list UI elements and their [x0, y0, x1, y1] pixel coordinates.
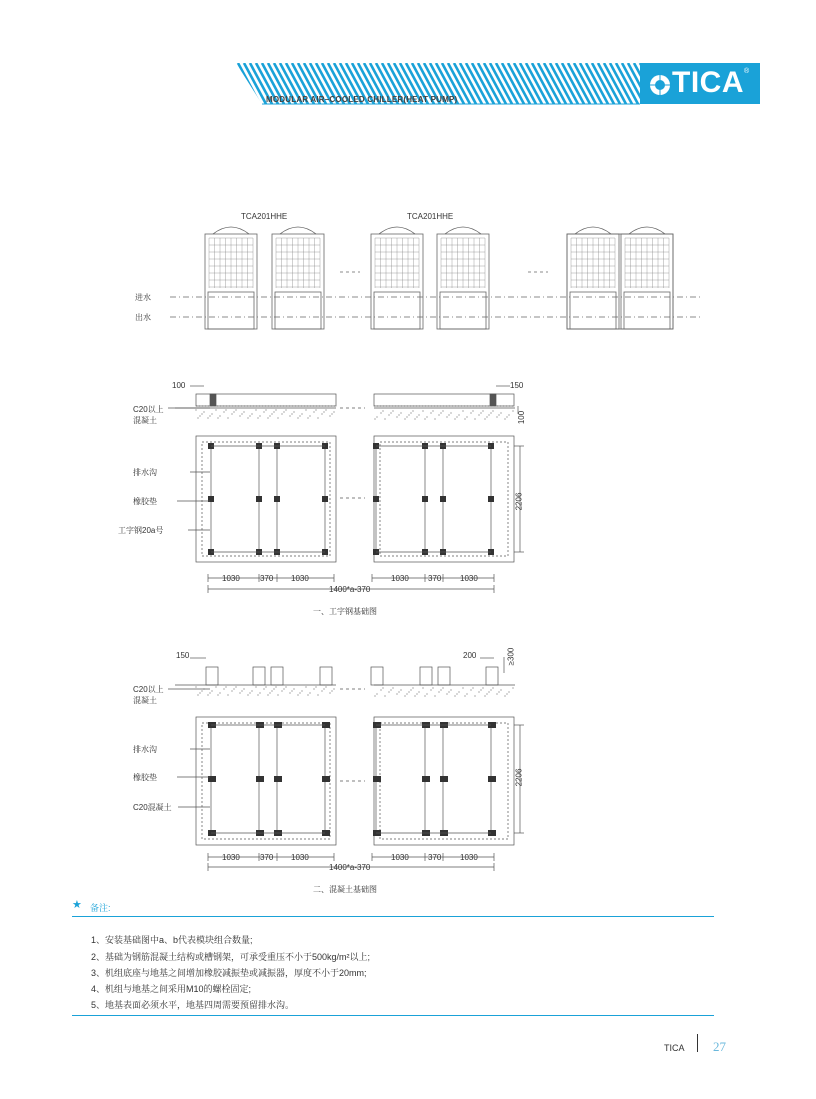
note-item: 4、机组与地基之间采用M10的螺栓固定; [91, 984, 252, 994]
dim-total: 1400*a-370 [329, 585, 371, 594]
dim-left-3: 1030 [291, 574, 309, 583]
dim-side: 100 [517, 410, 527, 425]
steel-beam-label: 工字钢20a号 [118, 526, 164, 535]
drain-label: 排水沟 [133, 468, 157, 477]
concrete-label: C20以上 混凝土 [133, 405, 164, 425]
page-number: 27 [713, 1039, 726, 1054]
unit-label-right: TCA201HHE [407, 212, 454, 221]
note-item: 1、安装基础图中a、b代表模块组合数量; [91, 935, 253, 945]
dim-side-2: ≥300 [506, 647, 516, 666]
rubber-pad-label: 橡胶垫 [133, 497, 157, 506]
rubber-pad-label-2: 橡胶垫 [133, 773, 157, 782]
dim-left-1: 1030 [222, 574, 240, 583]
tica-logo-icon [650, 75, 670, 95]
star-icon: ★ [72, 899, 82, 911]
note-item: 3、机组底座与地基之间增加橡胶减振垫或减振器，厚度不小于20mm; [91, 968, 367, 978]
dim-right-2-b: 370 [428, 853, 442, 862]
dim-right-1: 1030 [391, 574, 409, 583]
dim-total-2: 1400*a-370 [329, 863, 371, 872]
footer-separator [697, 1034, 698, 1052]
steel-foundation-diagram [0, 378, 816, 598]
dim-right-1-b: 1030 [391, 853, 409, 862]
dim-left-2-b: 370 [260, 853, 274, 862]
page-subtitle: MODULAR AIR–COOLED CHILLER(HEAT PUMP) [266, 95, 458, 104]
dim-height: 2206 [514, 492, 524, 511]
dim-height-2: 2206 [514, 768, 524, 787]
brand-logo-text: TICA [672, 66, 744, 99]
c20-concrete-label: C20混凝土 [133, 803, 172, 812]
concrete-label-2: C20以上 混凝土 [133, 685, 164, 705]
note-item: 2、基础为钢筋混凝土结构或槽钢架，可承受重压不小于500kg/m²以上; [91, 952, 371, 962]
dim-top-right-2: 200 [463, 651, 477, 660]
dim-left-2: 370 [260, 574, 274, 583]
inlet-label: 进水 [135, 293, 151, 302]
drain-label-2: 排水沟 [133, 745, 157, 754]
chiller-elevation-diagram [0, 200, 816, 340]
dim-right-3-b: 1030 [460, 853, 478, 862]
dim-left-3-b: 1030 [291, 853, 309, 862]
diagram-caption-concrete: 二、混凝土基础图 [313, 885, 377, 894]
dim-top-left: 100 [172, 381, 186, 390]
concrete-foundation-diagram [0, 645, 816, 875]
unit-label-left: TCA201HHE [241, 212, 288, 221]
notes-divider-top [72, 916, 714, 917]
dim-top-right: 150 [510, 381, 524, 390]
registered-mark: ® [744, 68, 750, 75]
dim-right-2: 370 [428, 574, 442, 583]
note-item: 5、地基表面必须水平，地基四周需要预留排水沟。 [91, 1000, 295, 1010]
dim-top-left-2: 150 [176, 651, 190, 660]
footer-brand: TICA [664, 1043, 685, 1053]
dim-left-1-b: 1030 [222, 853, 240, 862]
diagram-caption-steel: 一、工字钢基础图 [313, 607, 377, 616]
notes-title: 备注: [90, 903, 111, 913]
outlet-label: 出水 [135, 313, 151, 322]
dim-right-3: 1030 [460, 574, 478, 583]
notes-divider-bottom [72, 1015, 714, 1016]
